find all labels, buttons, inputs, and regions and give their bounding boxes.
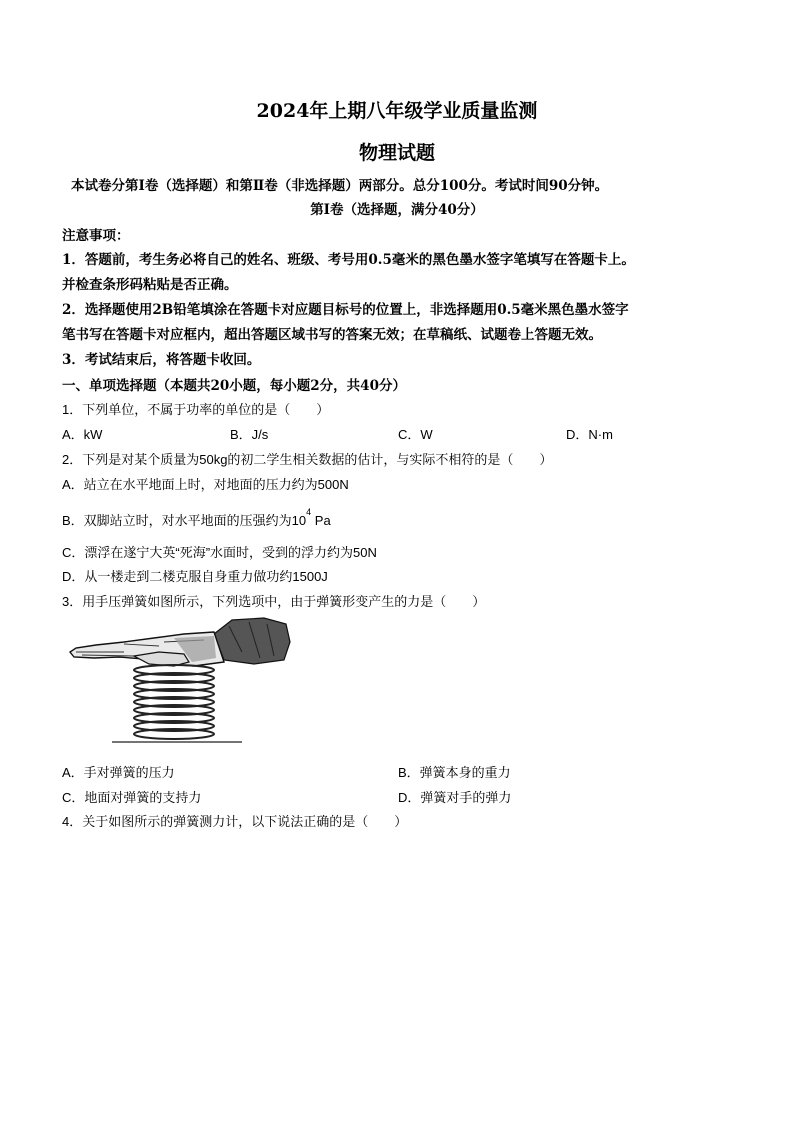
option-b-text: B．双脚站立时，对水平地面的压强约为10 [62,513,307,528]
notes-heading: 注意事项： [62,228,130,244]
question-2-option-b [62,507,331,529]
question-1-option-d: D．N·m [566,427,613,442]
exam-subject: 物理试题 [358,142,435,164]
section-heading: 一、单项选择题（本题共20小题，每小题2分，共40分） [62,378,406,394]
note-item: 2．选择题使用2B铅笔填涂在答题卡对应题目标号的位置上，非选择题用0.5毫米黑色墨水签字 [62,302,629,318]
exam-title: 2024年上期八年级学业质量监测 [256,100,538,122]
question-1-stem: 1．下列单位，不属于功率的单位的是（ ） [62,402,330,417]
option-b-unit: Pa [311,513,331,528]
question-2-option-d: D．从一楼走到二楼克服自身重力做功约1500J [62,569,328,584]
question-2-option-a: A．站立在水平地面上时，对地面的压力约为500N [62,477,349,492]
question-3-option-b: B．弹簧本身的重力 [398,765,511,780]
exam-intro: 本试卷分第Ⅰ卷（选择题）和第Ⅱ卷（非选择题）两部分。总分100分。考试时间90分钟。 [71,178,609,194]
question-3-option-a: A．手对弹簧的压力 [62,765,175,780]
question-3-option-c: C．地面对弹簧的支持力 [62,790,202,805]
spring-coils [134,665,214,739]
question-4-stem: 4．关于如图所示的弹簧测力计，以下说法正确的是（ ） [62,814,408,829]
question-3-option-d: D．弹簧对手的弹力 [398,790,512,805]
question-1-option-a: A．kW [62,427,103,442]
question-2-stem: 2．下列是对某个质量为50kg的初二学生相关数据的估计，与实际不相符的是（ ） [62,452,553,467]
part-title: 第Ⅰ卷（选择题，满分40分） [310,202,484,218]
option-b-exponent: 4 [306,507,312,517]
note-item: 笔书写在答题卡对应框内，超出答题区域书写的答案无效；在草稿纸、试题卷上答题无效。 [62,327,602,343]
question-1-option-b: B．J/s [230,427,269,442]
note-item: 并检查条形码粘贴是否正确。 [62,277,238,293]
note-item: 1．答题前，考生务必将自己的姓名、班级、考号用0.5毫米的黑色墨水签字笔填写在答题卡上。 [62,252,635,268]
question-1-option-c: C．W [398,427,433,442]
question-2-option-c: C．漂浮在遂宁大英“死海”水面时，受到的浮力约为50N [62,545,377,560]
hand-pressing-spring-figure [64,612,294,752]
question-3-stem: 3．用手压弹簧如图所示，下列选项中，由于弹簧形变产生的力是（ ） [62,594,486,609]
note-item: 3．考试结束后，将答题卡收回。 [62,352,261,368]
